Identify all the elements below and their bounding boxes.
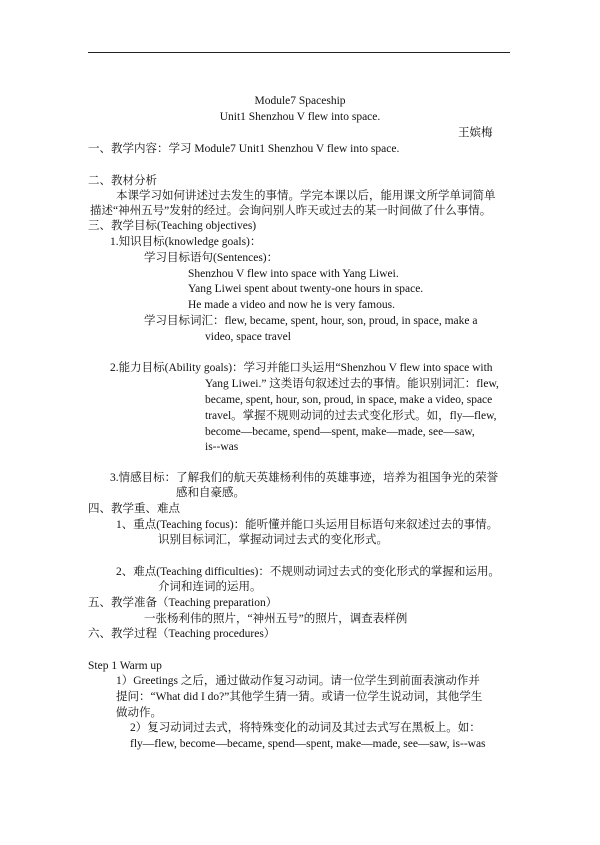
author-name: 王嫔梅: [458, 127, 493, 139]
knowledge-goals-heading: 1.知识目标(knowledge goals)：: [110, 236, 262, 248]
ability-goals-line-2: Yang Liwei.” 这类语句叙述过去的事情。能识别词汇：flew,: [205, 378, 499, 390]
step-1-p1-line-1: 1）Greetings 之后，通过做动作复习动词。请一位学生到前面表演动作并: [116, 675, 480, 687]
vocab-line-1: 学习目标词汇：flew, became, spent, hour, son, proud, in space, make a: [144, 315, 478, 327]
section-key-points: 四、教学重、难点: [88, 503, 180, 515]
target-sentence-1: Shenzhou V flew into space with Yang Liwei.: [188, 268, 399, 280]
ability-goals-line-3: became, spent, hour, son, proud, in space, make a video, space: [205, 394, 493, 406]
module-title: Module7 Spaceship: [254, 95, 346, 107]
step-1-heading: Step 1 Warm up: [88, 660, 162, 672]
preparation-line: 一张杨利伟的照片，“神州五号”的照片，调查表样例: [144, 613, 408, 625]
vocab-line-2: video, space travel: [205, 331, 291, 343]
section-teaching-content: 一、教学内容：学习 Module7 Unit1 Shenzhou V flew into space.: [88, 143, 400, 155]
target-sentence-3: He made a video and now he is very famous.: [188, 299, 395, 311]
unit-title: Unit1 Shenzhou V flew into space.: [219, 111, 381, 123]
ability-goals-line-4: travel。掌握不规则动词的过去式变化形式。如，fly—flew,: [205, 410, 497, 422]
step-1-p2-line-1: 2）复习动词过去式，将特殊变化的动词及其过去式写在黑板上。如：: [130, 722, 481, 734]
difficulty-line-1: 2、难点(Teaching difficulties)：不规则动词过去式的变化形式的掌握和运用。: [116, 566, 500, 578]
sentences-label: 学习目标语句(Sentences)：: [144, 252, 279, 264]
section-material-analysis: 二、教材分析: [88, 175, 157, 187]
section-objectives: 三、教学目标(Teaching objectives): [88, 220, 257, 232]
target-sentence-2: Yang Liwei spent about twenty-one hours in space.: [188, 283, 424, 295]
ability-goals-line-6: is--was: [205, 441, 239, 453]
analysis-line-2: 描述“神州五号”发射的经过。会询问别人昨天或过去的某一时间做了什么事情。: [90, 205, 492, 217]
header-rule: [88, 52, 510, 53]
emotion-goals-line-1: 3.情感目标：了解我们的航天英雄杨利伟的英雄事迹，培养为祖国争光的荣誉: [110, 472, 499, 484]
step-1-p2-line-2: fly—flew, become—became, spend—spent, make—made, see—saw, is--was: [130, 738, 486, 750]
ability-goals-line-5: become—became, spend—spent, make—made, see—saw,: [205, 426, 475, 438]
focus-line-2: 识别目标词汇，掌握动词过去式的变化形式。: [158, 534, 388, 546]
focus-line-1: 1、重点(Teaching focus)：能听懂并能口头运用目标语句来叙述过去的事情。: [116, 519, 499, 531]
step-1-p1-line-2: 提问：“What did I do?”其他学生猜一猜。或请一位学生说动词，其他学生: [116, 691, 483, 703]
ability-goals-line-1: 2.能力目标(Ability goals)：学习并能口头运用“Shenzhou V flew into space with: [110, 362, 493, 374]
section-preparation: 五、教学准备（Teaching preparation）: [88, 597, 278, 609]
analysis-line-1: 本课学习如何讲述过去发生的事情。学完本课以后，能用课文所学单词简单: [116, 190, 496, 202]
section-procedures: 六、教学过程（Teaching procedures）: [88, 628, 276, 640]
emotion-goals-line-2: 感和自豪感。: [176, 487, 245, 499]
step-1-p1-line-3: 做动作。: [116, 707, 162, 719]
difficulty-line-2: 介词和连词的运用。: [158, 581, 262, 593]
